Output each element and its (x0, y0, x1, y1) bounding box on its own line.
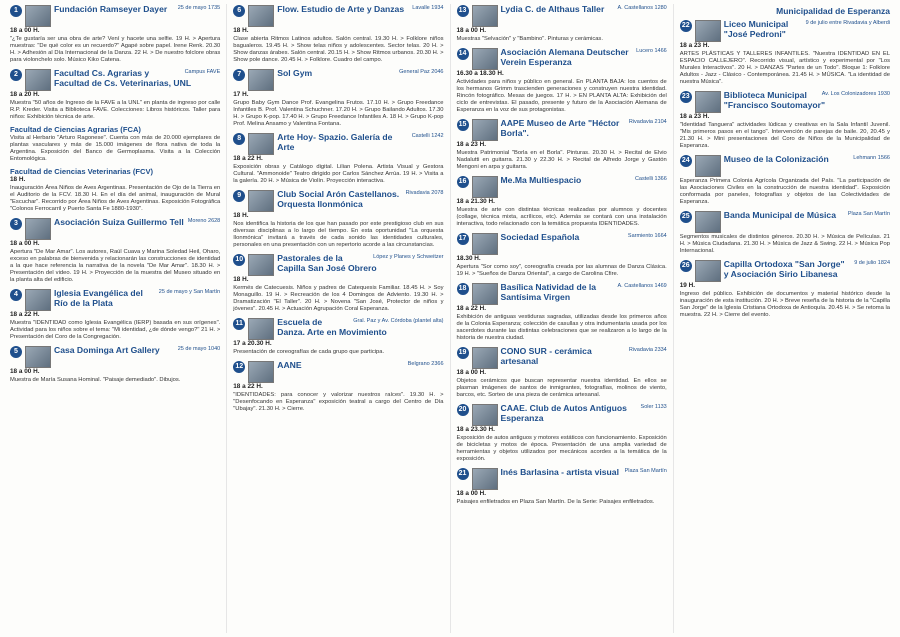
entry-title: Biblioteca Municipal "Francisco Soutomayor" (723, 90, 826, 110)
entry-18 (457, 282, 667, 342)
entry-11 (233, 317, 443, 356)
entry-title: Iglesia Evangélica del Río de la Plata (54, 288, 143, 308)
entry-number: 1 (10, 5, 22, 17)
entry-text: Nos identifica la historia de los que han pasado por este prestigioso club en sus diversas disciplinas a lo largo del tiempo. En esta oportunidad "La orquesta Ilonmónica" invitará a través de cada sonido las identidades culturales, personales en una presentación con un repertorio acorde a las circunstancias. (233, 221, 444, 248)
entry-text: Paisajes enfiletrados en Plaza San Martín. De la Serie: Paisajes enfiletrados. (456, 499, 655, 505)
entry-title: CAAE. Club de Autos Antiguos Esperanza (500, 403, 627, 423)
entry-14 (457, 47, 667, 114)
entry-title: Facultad Cs. Agrarias y Facultad de Cs. Veterinarias, UNL (54, 68, 192, 88)
entry-address: Moreno 2628 (187, 218, 221, 224)
entry-title: Banda Municipal de Música (723, 210, 836, 220)
entry-subtitle: Facultad de Ciencias Veterinarias (FCV) (10, 167, 154, 176)
entry-address: Soler 1133 (640, 404, 667, 410)
entry-7 (233, 68, 443, 128)
entry-number: 12 (233, 361, 245, 373)
entry-time: 17 H. (233, 91, 249, 98)
entry-title: Lydia C. de Althaus Taller (500, 4, 605, 14)
column-2 (227, 4, 450, 633)
entry-4 (10, 288, 220, 341)
entry-time: 18 a 00 H. (10, 368, 40, 375)
entry-subtitle: Facultad de Ciencias Agrarias (FCA) (10, 125, 141, 134)
entry-photo (472, 283, 498, 305)
entry-photo (695, 260, 721, 282)
entry-25 (680, 210, 890, 255)
column-1 (4, 4, 227, 633)
entry-number: 22 (680, 20, 692, 32)
entry-time: 18 a 23 H. (679, 113, 710, 120)
entry-text: Presentación de coreografías de cada grupo que participa. (233, 349, 385, 355)
entry-number: 20 (457, 404, 469, 416)
entry-time: 18 a 22 H. (456, 305, 486, 312)
entry-15 (457, 118, 667, 171)
entry-text: Apertura "De Mar Amar". Los autores, Raúl Cuava y Marina Soledad Heil, Oharo, exceso en palabras de bienvenida y relacionarán las construcciones de identidad a la que hace referencia la narrativa de la novela "De Mar Amar". 18.30 H. > Presentación del video. 19 H. > Proyección de la muestra del Museo situado en la planta alta del edificio. (10, 249, 221, 283)
entry-time: 18 a 23.30 H. (456, 426, 495, 433)
entry-title: Club Social Arón Castellanos. Orquesta Ilonmónica (277, 189, 400, 209)
entry-title: Arte Hoy- Spazio. Galería de Arte (277, 132, 393, 152)
entry-address: Gral. Paz y Av. Córdoba (plantel alta) (353, 318, 444, 324)
entry-number: 3 (10, 218, 22, 230)
entry-fca (10, 125, 220, 163)
entry-title: Sociedad Española (500, 232, 580, 242)
entry-photo (248, 69, 274, 91)
entry-address: Rivadavia 2104 (628, 119, 667, 125)
entry-text: Muestras "Selvación" y "Bambino". Pinturas y cerámicas. (456, 36, 603, 42)
entry-photo (248, 5, 274, 27)
entry-17 (457, 232, 667, 278)
entry-title: Escuela de Danza. Arte en Movimiento (277, 317, 387, 337)
entry-3 (10, 217, 220, 284)
entry-title: Me.Ma Multiespacio (500, 175, 582, 185)
entry-photo (25, 346, 51, 368)
entry-number: 13 (457, 5, 469, 17)
column-3 (451, 4, 674, 633)
entry-19 (457, 346, 667, 399)
entry-address: Lucero 1466 (636, 48, 667, 54)
entry-text: Muestra "50 años de Ingreso de la FAVE a la UNL" en planta de ingreso por calle R.P. Kreder. Visita a Biblioteca FAVE. Colecciones: Libros históricos. Taller para niños: Exhibición técnica de arte. (10, 100, 221, 120)
entry-number: 17 (457, 233, 469, 245)
entry-address: 9 de julio entre Rivadavia y Alberdi (805, 20, 890, 26)
entry-text: Esperanza Primera Colonia Agrícola Organizada del País. "La participación de las Asociaciones Civiles en la construcción de nuestra identidad". Exposición conformada por paneles, fotografías y objetos de las Colectividades de Esperanza. (679, 178, 890, 205)
entry-address: General Paz 2046 (399, 69, 444, 75)
entry-text: Clase abierta Ritmos Latinos adultos. Salón central. 19.30 H. > Folklore niños bagualeros. 19.45 H. > Show telas niños y adolescentes. Sector telas. 20 H. > Show danzas árabes. Salón central. 20.15 H. > Show Ritmos urbanos. 20.30 H. > Show pole dance. 20.45 H. > Folklore. Cuadro del campo. (233, 36, 444, 63)
entry-text: Visita al Herbario "Arturo Ragonese". Cuenta con más de 20.000 ejemplares de plantas vasculares y más de 15.000 imágenes de flora nativa de toda la Argentina. Exposición del Banco de Germoplasma. Visita a la Colección Entomológica. (10, 135, 221, 162)
entry-22 (680, 19, 890, 86)
entry-address: López y Planes y Schweitzer (373, 254, 444, 260)
entry-text: Ingreso del público. Exhibición de documentos y material histórico desde la inauguración de esta institución. 20 H. > Breve reseña de la historia de la "Capilla San Jorge" de la Iglesia Cristiana Ortodoxa de Antioquía. 20.45 H. > Se retoma la muestra. 22 H. > Cierre del evento. (679, 291, 890, 318)
entry-address: Lehmann 1566 (853, 155, 890, 161)
entry-number: 9 (233, 190, 245, 202)
entry-photo (472, 468, 498, 490)
entry-text: ARTES PLÁSTICAS Y TALLERES INFANTILES. "Nuestra IDENTIDAD EN EL ESPACIO CALLEJERO". Recorrido visual, artístico y experimental por "Los Murales Interactivos". 20 H. > DANZAS "Partes de un Todo". Bloque 1: Folklore Adultos - Jazz - Clásico - Contemporánea. 21.45 H. > MÚSICA. "La identidad de nuestra Música". (679, 51, 890, 85)
entry-address: Plaza San Martín (624, 468, 667, 474)
entry-text: Muestra Patrimonial "Borla en el Borla". Pinturas. 20.30 H. > Recital de Elvio Nadalutti en guitarra. 21.30 y 22.30 H. > Recital de Alfredo Jorge y Gastón Mengoni en arpa y guitarra. (456, 150, 667, 170)
entry-text: "Identidad Tanguera" actividades lúdicas y creativas en la Sala Infantil Juvenil. "Mis primeros pasos en el tango". Intervención de parejas de baile. 20, 20.45 y 21.30 H. > Mini presentaciones del Coro de Niños de la Municipalidad de Esperanza. (679, 122, 890, 149)
entry-number: 15 (457, 119, 469, 131)
entry-time: 17 a 20.30 H. (233, 340, 272, 347)
entry-time: 18 a 00 H. (10, 240, 40, 247)
entry-address: 25 de mayo 1735 (177, 5, 221, 11)
entry-time: 18 H. (233, 212, 249, 219)
entry-time: 18 a 22 H. (233, 383, 263, 390)
entry-address: Av. Los Colonizadores 1930 (821, 91, 890, 97)
entry-photo (472, 48, 498, 70)
entry-address: Lavalle 1934 (412, 5, 444, 11)
entry-2 (10, 68, 220, 121)
entry-text: Exposición de autos antiguos y motores estáticos con funcionamiento. Exposición de bicicletas y motos de época. Presentación de una amplia variedad de herramientas y objetos utilizados por mecánicos acordes a la temática de la exposición. (456, 435, 667, 462)
entry-text: "¿Te gustaría ser una obra de arte? Vení y hacete una selfie. 19 H. > Apertura muestras: "De qué color es un recuerdo?" Agapé sobre papel. Irene Renk. 20.30 H. > Adhesión al Día Internacional de la Danza. 22 H. > De nuestro folclore obras para violonchelo solo. Músico Kiko Catena. (10, 36, 221, 63)
entry-title: AAPE Museo de Arte "Héctor Borla". (500, 118, 620, 138)
entry-title: Flow. Estudio de Arte y Danzas (277, 4, 405, 14)
entry-number: 5 (10, 346, 22, 358)
entry-time: 18 H. (233, 27, 249, 34)
entry-title: Inés Barlasina - artista visual (500, 467, 619, 477)
entry-time: 18 a 00 H. (456, 490, 486, 497)
entry-13 (457, 4, 667, 43)
entry-address: 25 de mayo y San Martín (158, 289, 221, 295)
entry-time: 18 a 22 H. (10, 311, 40, 318)
entry-address: Rivadavia 2334 (628, 347, 667, 353)
entry-photo (248, 318, 274, 340)
entry-23 (680, 90, 890, 150)
entry-number: 2 (10, 69, 22, 81)
entry-time: 18 H. (10, 176, 26, 183)
entry-address: 25 de mayo 1040 (177, 346, 221, 352)
entry-text: Segmentos musicales de distintos géneros. 20.30 H. > Música de Películas. 21 H. > Música Ciudadana. 21.30 H. > Música de Jazz & Swing. 22 H. > Música Pop Internacional. (679, 234, 890, 254)
entry-number: 8 (233, 133, 245, 145)
entry-photo (472, 347, 498, 369)
entry-photo (472, 5, 498, 27)
entry-title: CONO SUR - cerámica artesanal (500, 346, 592, 366)
entry-time: 16.30 a 18.30 H. (456, 70, 504, 77)
entry-photo (472, 176, 498, 198)
entry-number: 11 (233, 318, 245, 330)
entry-title: Basílica Natividad de la Santísima Virgen (500, 282, 597, 302)
entry-text: Muestra de María Susana Hominal. "Paisaje demediado". Dibujos. (10, 377, 181, 383)
entry-address: Campus FAVE (184, 69, 221, 75)
entry-text: Kermés de Catecuesis. Niños y padres de Catequesis Familiar. 18.45 H. > Soy Monaguillo. 19 H. > Recreación de los 4 Domingos de Adviento. 19.30 H. > Dramatización "El Taller". 20 H. > Novena "San José, Protector de niños y jóvenes". 20.45 H. > Actuación Agrupación Coral Esperanza. (233, 285, 444, 312)
entry-title: Fundación Ramseyer Dayer (54, 4, 168, 14)
entry-time: 18 a 23 H. (679, 42, 710, 49)
entry-photo (25, 218, 51, 240)
entry-time: 18 a 00 H. (10, 27, 40, 34)
entry-number: 19 (457, 347, 469, 359)
entry-number: 7 (233, 69, 245, 81)
entry-5 (10, 345, 220, 384)
entry-address: 9 de julio 1824 (854, 260, 890, 266)
entry-24 (680, 154, 890, 206)
entry-photo (25, 69, 51, 91)
entry-text: Exhibición de antiguas vestiduras sagradas, utilizadas desde los primeros años de la Colonia Esperanza; colección de casullas y otra indumentaria usada por los sacerdotes durante las distintas celebraciones que se realizaron a lo largo de la historia de nuestra ciudad. (456, 314, 667, 341)
entry-text: Actividades para niños y público en general. En PLANTA BAJA: los cuentos de los hermanos Grimm trascienden generaciones y construyen nuestra identidad. Rincón fotográfico. Mesas de juegos. 17 H. > EN PLANTA ALTA: Exhibición del ciclo de entrevistas. El pasado, presente y futuro de la Asociación Alemana de Esperanza en la voz de sus protagonistas. (456, 79, 667, 113)
entry-12 (233, 360, 443, 413)
entry-time: 19 H. (679, 282, 696, 289)
entry-photo (472, 404, 498, 426)
entry-address: Sarmiento 1664 (627, 233, 667, 239)
entry-text: Apertura "Sor como soy", coreografía creada por las alumnas de Danza Clásica. 19 H. > "Sueños de Danza Oriental", a cargo de Carolina Cfire. (456, 264, 667, 277)
entry-photo (695, 91, 721, 113)
entry-time: 18 a 22 H. (233, 155, 263, 162)
entry-text: Inauguración Área Niños de Aves Argentinas. Presentación de Ojo de la Tierra en el Auditorio de la FCV. 18.30 H. En el día del animal, inauguración de Mural "Escuchar". Recorrido por Área Niños de Aves Argentinas. Exposición Fotográfica "Colonos Ferrocarril y Puerto Santa Fe 1880-1930". (10, 185, 221, 212)
entry-title: Asociación Alemana Deutscher Verein Esperanza (500, 47, 629, 67)
entry-title: Capilla Ortodoxa "San Jorge" y Asociación Sirio Libanesa (723, 259, 845, 279)
entry-number: 14 (457, 48, 469, 60)
entry-20 (457, 403, 667, 463)
page-header-title: Municipalidad de Esperanza (776, 6, 890, 16)
entry-address: Belgrano 2366 (407, 361, 444, 367)
entry-title: AANE (277, 360, 302, 370)
entry-number: 16 (457, 176, 469, 188)
entry-photo (472, 233, 498, 255)
entry-title: Liceo Municipal "José Pedroni" (723, 19, 789, 39)
entry-photo (472, 119, 498, 141)
entry-fcv (10, 167, 220, 213)
entry-time: 18 a 23 H. (456, 141, 486, 148)
entry-text: Exposición obras y Catálogo digital. Lilian Polena. Artista Visual y Gestora Cultural. "Ammonoide" Teatro dirigido por Carlos Sánchez Arrúa. 19 H. > Visita a la galería. 20 H. > Música de Violín. Proyección interactiva. (233, 164, 444, 184)
entry-title: Asociación Suiza Guillermo Tell (54, 217, 184, 227)
entry-time: 18.30 H. (456, 255, 481, 262)
entry-title: Museo de la Colonización (723, 154, 829, 164)
entry-8 (233, 132, 443, 185)
entry-text: "IDENTIDADES: para conocer y valorizar nuestros raíces". 19.30 H. > "Desenfocando en Esperanza" exposición teatral a cargo del Centro de Día "Ubajay". 21.30 H. > Cierre. (233, 392, 444, 412)
entry-address: Castelli 1366 (634, 176, 667, 182)
entry-number: 21 (457, 468, 469, 480)
entry-photo (248, 133, 274, 155)
entry-number: 24 (680, 155, 692, 167)
entry-9 (233, 189, 443, 249)
column-4 (674, 4, 896, 633)
entry-time: 18 H. (233, 276, 249, 283)
entry-number: 10 (233, 254, 245, 266)
entry-photo (248, 190, 274, 212)
entry-16 (457, 175, 667, 228)
entry-title: Casa Dominga Art Gallery (54, 345, 160, 355)
entry-address: Plaza San Martín (847, 211, 890, 217)
entry-photo (248, 254, 274, 276)
entry-address: A. Castellanos 1469 (617, 283, 667, 289)
entry-address: Rivadavia 2078 (405, 190, 444, 196)
entry-photo (695, 20, 721, 42)
entry-photo (25, 289, 51, 311)
entry-number: 4 (10, 289, 22, 301)
entry-text: Objetos cerámicos que buscan representar nuestra identidad. En ellos se plasman imágenes de santos de inmigrantes, fotografías, molinos de viento, barcos, etc. Sorteo de una pieza de cerámica artesanal. (456, 378, 667, 398)
entry-title: Sol Gym (277, 68, 313, 78)
entry-photo (695, 211, 721, 233)
entry-number: 18 (457, 283, 469, 295)
entry-address: Castelli 1242 (411, 133, 444, 139)
entry-title: Pastorales de la Capilla San José Obrero (277, 253, 377, 273)
entry-number: 6 (233, 5, 245, 17)
entry-photo (248, 361, 274, 383)
entry-time: 18 a 20 H. (10, 91, 40, 98)
entry-time: 18 a 00 H. (456, 27, 486, 34)
entry-time: 18 a 00 H. (456, 369, 486, 376)
entry-number: 25 (680, 211, 692, 223)
entry-number: 26 (680, 260, 692, 272)
entry-text: Muestra de arte con distintas técnicas realizadas por alumnos y docentes (collage, técnica mixta, acrílicos, etc). Además se contará con una instalación interactiva, todo relacionado con la temática propuesta IDENTIDADES. (456, 207, 667, 227)
entry-address: A. Castellanos 1280 (617, 5, 667, 11)
entry-26 (680, 259, 890, 319)
entry-6 (233, 4, 443, 64)
entry-text: Grupo Baby Gym Dance Prof. Evangelina Frutos. 17.10 H. > Grupo Freedance Infantiles B. Prof. Valentina Schuchner. 17.20 H. > Grupo Bailando Adultos. 17.30 H. > Grupo K-pop. 17.40 H. > Grupo Freedance Infantiles A. 18 H. > Grupo K-pop Prof. Melina Ansamo y Valentina Fontana. (233, 100, 444, 127)
entry-10 (233, 253, 443, 313)
entry-1 (10, 4, 220, 64)
entry-time: 18 a 21.30 H. (456, 198, 495, 205)
entry-number: 23 (680, 91, 692, 103)
entry-photo (695, 155, 721, 177)
entry-21 (457, 467, 667, 506)
entry-text: Muestra "IDENTIDAD como Iglesia Evangélica (IERP) basada en sus orígenes". Actividad para los niños sobre el tema: "Mi identidad, ¿de dónde vengo?" 21 H. > Presentación del Coro de la Congregación. (10, 320, 221, 340)
entry-photo (25, 5, 51, 27)
